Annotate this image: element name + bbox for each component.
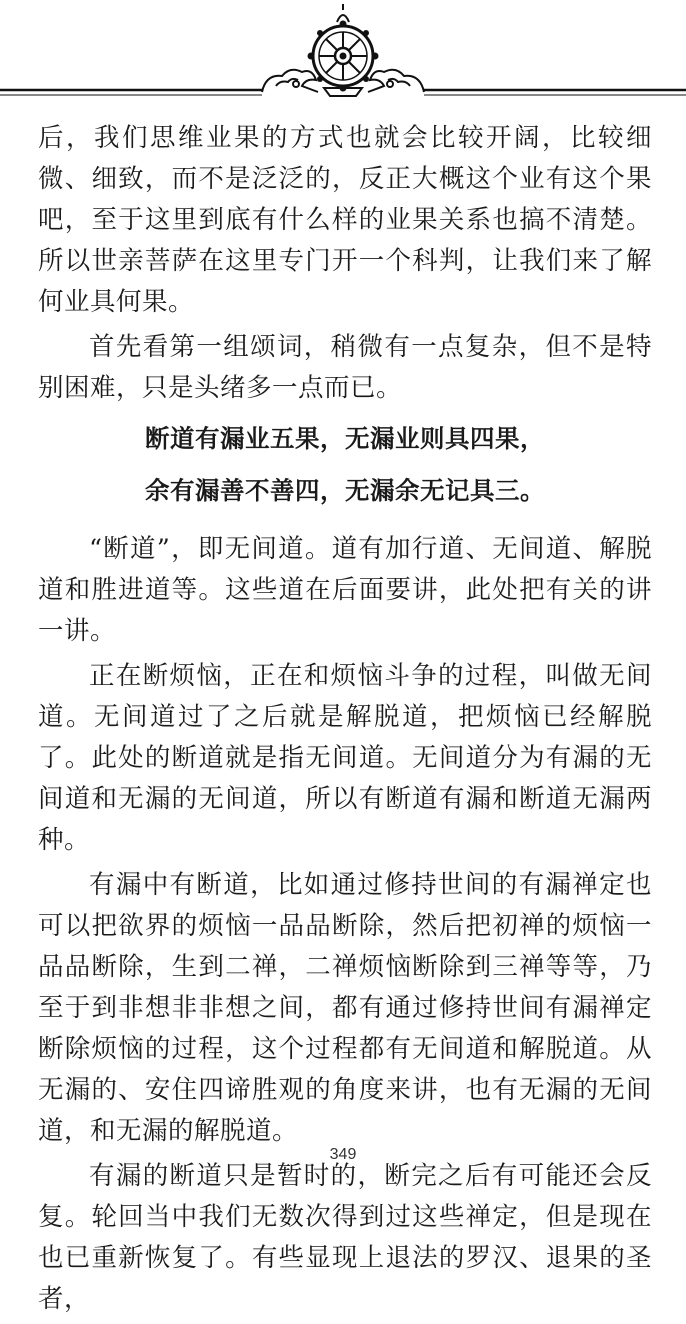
paragraph: 首先看第一组颂词，稍微有一点复杂，但不是特别困难，只是头绪多一点而已。	[38, 332, 652, 403]
paragraph: 正在断烦恼，正在和烦恼斗争的过程，叫做无间道。无间道过了之后就是解脱道，把烦恼已经解脱了。此处的断道就是指无间道。无间道分为有漏的无间道和无漏的无间道，所以有断道有漏和断道无漏两种。	[38, 661, 652, 855]
dharma-wheel-icon	[308, 4, 379, 96]
verse-line: 余有漏善不善四，无漏余无记具三。	[145, 476, 545, 505]
page-body	[38, 118, 652, 1324]
verse-block	[38, 415, 652, 515]
cloud-left-icon	[262, 70, 318, 92]
paragraph: 有漏的断道只是暂时的，断完之后有可能还会反复。轮回当中我们无数次得到过这些禅定，但是现在也已重新恢复了。有些显现上退法的罗汉、退果的圣者，	[38, 1161, 652, 1314]
cloud-right-icon	[368, 70, 424, 92]
header-ornament	[0, 0, 686, 110]
paragraph: “断道”，即无间道。道有加行道、无间道、解脱道和胜进道等。这些道在后面要讲，此处把有关的讲一讲。	[38, 534, 652, 646]
verse-line: 断道有漏业五果，无漏业则具四果，	[145, 424, 545, 453]
paragraph: 后，我们思维业果的方式也就会比较开阔，比较细微、细致，而不是泛泛的，反正大概这个业有这个果吧，至于这里到底有什么样的业果关系也搞不清楚。所以世亲菩萨在这里专门开一个科判，让我们来了解何业具何果。	[38, 123, 652, 317]
paragraph: 有漏中有断道，比如通过修持世间的有漏禅定也可以把欲界的烦恼一品品断除，然后把初禅的烦恼一品品断除，生到二禅，二禅烦恼断除到三禅等等，乃至于到非想非非想之间，都有通过修持世间有漏禅定断除烦恼的过程，这个过程都有无间道和解脱道。从无漏的、安住四谛胜观的角度来讲，也有无漏的无间道，和无漏的解脱道。	[38, 870, 652, 1146]
page-number: 349	[329, 1146, 357, 1163]
page-header	[0, 0, 686, 110]
